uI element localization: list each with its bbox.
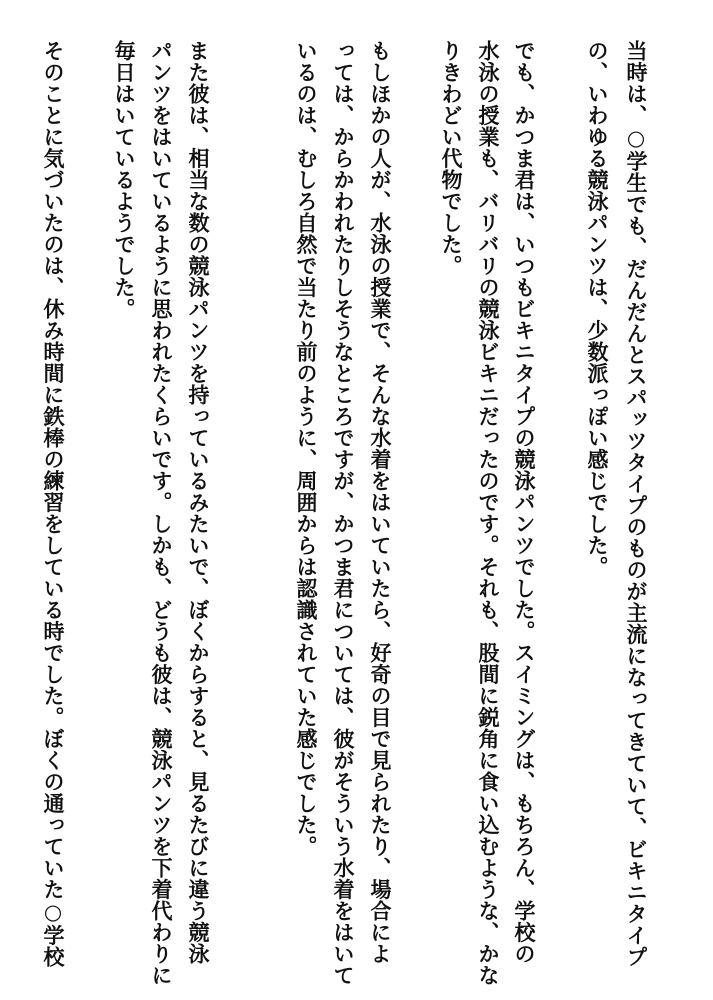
text-column-2: の、いわゆる競泳パンツは、少数派っぽい感じでした。 [585, 40, 609, 578]
text-column-9: また彼は、相当な数の競泳パンツを持っているみたいで、ぼくからすると、見るたびに違う競泳 [186, 40, 210, 965]
text-column-1: 当時は、○学生でも、だんだんとスパッツタイプのものが主流になってきていて、ビキニタイプ [624, 40, 648, 968]
text-column-3: でも、かつま君は、いつもビキニタイプの競泳パンツでした。スイミングは、もちろん、学校の [512, 40, 536, 965]
text-column-10: パンツをはいているように思われたくらいです。しかも、どうも彼は、競泳パンツを下着代わりに [149, 40, 173, 986]
text-column-8: いるのは、むしろ自然で当たり前のように、周囲からは認識されていた感じでした。 [294, 40, 318, 857]
text-column-11: 毎日はいているようでした。 [112, 40, 136, 320]
text-column-6: もしほかの人が、水泳の授業で、そんな水着をはいていたら、好奇の目で見られたり、場合によ [368, 40, 392, 965]
text-column-7: っては、からかわれたりしそうなところですが、かつま君については、彼がそういう水着をはいて [331, 40, 355, 986]
text-column-12: そのことに気づいたのは、休み時間に鉄棒の練習をしている時でした。ぼくの通っていた○学校 [41, 40, 65, 968]
text-column-4: 水泳の授業も、バリバリの競泳ビキニだったのです。それも、股間に鋭角に食い込むような、かな [476, 40, 500, 986]
text-column-5: りきわどい代物でした。 [439, 40, 463, 277]
